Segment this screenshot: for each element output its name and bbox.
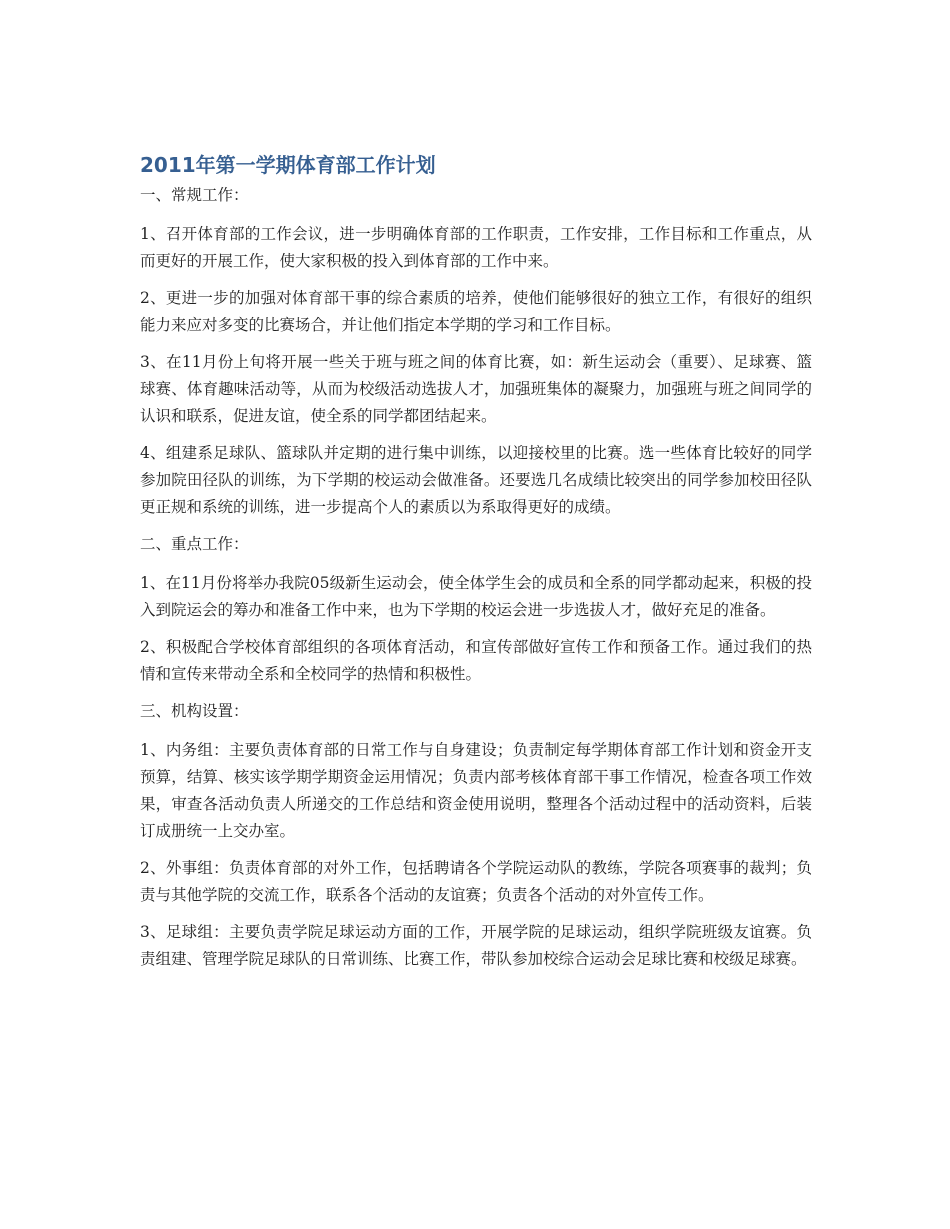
paragraph: 2、更进一步的加强对体育部干事的综合素质的培养，使他们能够很好的独立工作，有很好的组织能力来应对多变的比赛场合，并让他们指定本学期的学习和工作目标。: [140, 289, 812, 334]
section-heading-key-work: 二、重点工作：: [140, 535, 249, 553]
paragraph: 1、在11月份将举办我院05级新生运动会，使全体学生会的成员和全系的同学都动起来，积极的投入到院运会的筹办和准备工作中来，也为下学期的校运会进一步选拔人才，做好充足的准备。: [140, 574, 812, 619]
document-body: [140, 150, 812, 983]
paragraph: 4、组建系足球队、篮球队并定期的进行集中训练，以迎接校里的比赛。选一些体育比较好的同学参加院田径队的训练，为下学期的校运动会做准备。还要选几名成绩比较突出的同学参加校田径队更正规和系统的训练，进一步提高个人的素质以为系取得更好的成绩。: [140, 444, 812, 516]
section-heading-routine: 一、常规工作：: [140, 186, 249, 204]
section-heading-organization: 三、机构设置：: [140, 702, 249, 720]
paragraph: 2、积极配合学校体育部组织的各项体育活动，和宣传部做好宣传工作和预备工作。通过我们的热情和宣传来带动全系和全校同学的热情和积极性。: [140, 638, 812, 683]
paragraph: 3、在11月份上旬将开展一些关于班与班之间的体育比赛，如：新生运动会（重要）、足球赛、篮球赛、体育趣味活动等，从而为校级活动选拔人才，加强班集体的凝聚力，加强班与班之间同学的认识和联系，促进友谊，使全系的同学都团结起来。: [140, 353, 812, 425]
paragraph: 1、内务组：主要负责体育部的日常工作与自身建设；负责制定每学期体育部工作计划和资金开支预算，结算、核实该学期学期资金运用情况；负责内部考核体育部干事工作情况，检查各项工作效果，审查各活动负责人所递交的工作总结和资金使用说明，整理各个活动过程中的活动资料，后装订成册统一上交办室。: [140, 741, 812, 840]
paragraph: 1、召开体育部的工作会议，进一步明确体育部的工作职责，工作安排，工作目标和工作重点，从而更好的开展工作，使大家积极的投入到体育部的工作中来。: [140, 225, 812, 270]
paragraph: 2、外事组：负责体育部的对外工作，包括聘请各个学院运动队的教练，学院各项赛事的裁判；负责与其他学院的交流工作，联系各个活动的友谊赛；负责各个活动的对外宣传工作。: [140, 859, 812, 904]
document-title: 2011年第一学期体育部工作计划: [140, 153, 436, 177]
paragraph: 3、足球组：主要负责学院足球运动方面的工作，开展学院的足球运动，组织学院班级友谊赛。负责组建、管理学院足球队的日常训练、比赛工作，带队参加校综合运动会足球比赛和校级足球赛。: [140, 923, 812, 968]
